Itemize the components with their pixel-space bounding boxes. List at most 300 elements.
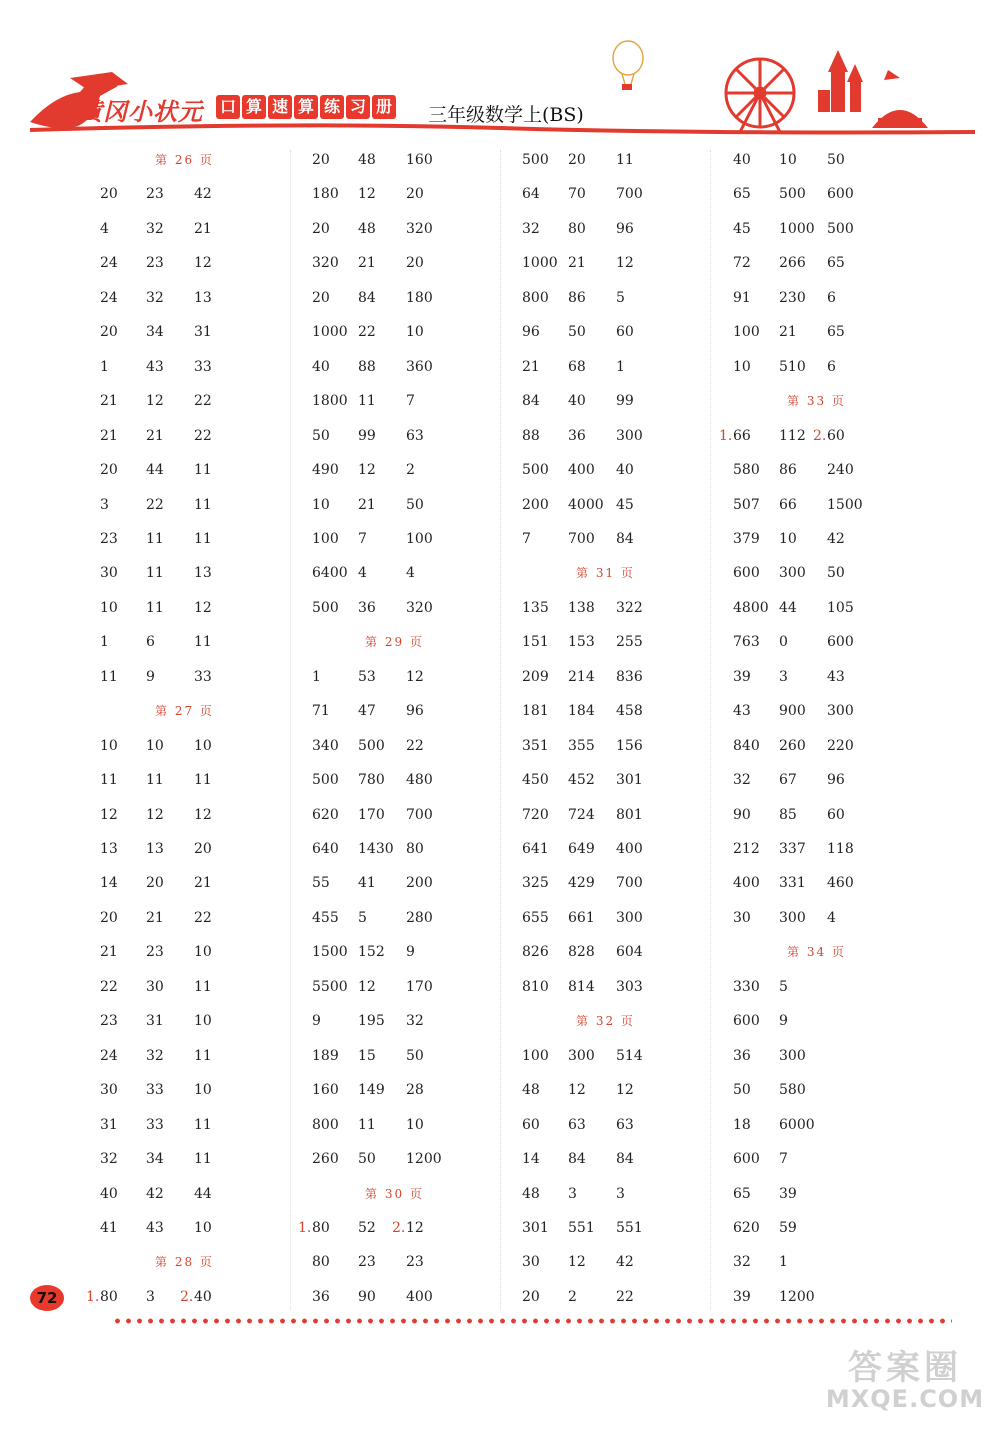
- answer-value: 2: [406, 462, 415, 479]
- footer-dotted-rule: [112, 1318, 952, 1324]
- answer-value: 138: [568, 599, 595, 616]
- answer-value: 214: [568, 668, 595, 685]
- answer-value: 1800: [312, 393, 348, 410]
- answer-value: 32: [733, 772, 751, 789]
- answer-value: 36: [358, 599, 376, 616]
- answer-value: 99: [358, 427, 376, 444]
- answer-value: 500: [358, 737, 385, 754]
- answer-value: 6: [146, 634, 155, 651]
- answer-value: 500: [522, 462, 549, 479]
- answer-value: 458: [616, 703, 643, 720]
- answer-value: 33: [194, 668, 212, 685]
- answer-value: 20: [194, 841, 212, 857]
- answer-value: 84: [568, 1151, 586, 1168]
- answer-value: 45: [733, 220, 751, 237]
- answer-value: 23: [146, 944, 164, 961]
- answer-value: 10: [194, 944, 212, 961]
- answer-value: 21: [100, 427, 118, 444]
- answer-value: 11: [146, 599, 164, 616]
- answer-value: 86: [568, 289, 586, 306]
- answer-value: 6: [827, 358, 836, 375]
- answer-value: 2: [568, 1288, 577, 1305]
- answer-value: 91: [733, 289, 751, 306]
- answer-value: 11: [100, 668, 118, 685]
- page-section-heading: 第 26 页: [155, 153, 214, 167]
- answer-value: 85: [779, 806, 797, 823]
- page-section-heading: 第 27 页: [155, 704, 214, 719]
- answer-value: 32: [406, 1013, 424, 1030]
- answer-value: 68: [568, 358, 586, 375]
- answer-value: 84: [616, 1151, 634, 1168]
- answer-value: 21: [779, 324, 797, 341]
- answer-value: 160: [312, 1082, 339, 1099]
- answer-value: 780: [358, 772, 385, 789]
- answer-value: 24: [100, 1047, 118, 1064]
- answer-value: 230: [779, 289, 806, 306]
- answer-value: 5: [358, 909, 367, 926]
- column-divider: [290, 150, 291, 1310]
- answer-value: 63: [616, 1116, 634, 1133]
- answer-value: 50: [568, 324, 586, 341]
- answer-value: 31: [146, 1013, 164, 1030]
- page-section-heading: 第 32 页: [576, 1014, 635, 1029]
- answer-value: 209: [522, 668, 549, 685]
- answer-value: 44: [146, 462, 164, 479]
- answer-value: 3: [146, 1288, 155, 1305]
- answer-value: 84: [522, 393, 540, 410]
- answer-value: 551: [568, 1219, 595, 1236]
- answer-value: 7: [522, 530, 531, 547]
- answer-value: 20: [312, 152, 330, 168]
- answer-value: 300: [827, 703, 854, 720]
- answer-value: 4: [406, 565, 415, 582]
- answer-value: 63: [568, 1116, 586, 1133]
- answer-value: 300: [779, 1047, 806, 1064]
- answer-value: 620: [312, 806, 339, 823]
- answer-value: 22: [146, 496, 164, 513]
- answer-value: 600: [733, 565, 760, 582]
- answer-value: 4: [827, 909, 836, 926]
- answer-value: 80: [312, 1254, 330, 1271]
- answer-value: 84: [358, 289, 376, 306]
- answer-value: 10: [779, 530, 797, 547]
- answer-value: 105: [827, 599, 854, 616]
- answer-value: 11: [146, 772, 164, 789]
- answer-value: 99: [616, 393, 634, 410]
- answer-value: 1500: [312, 944, 348, 961]
- circus-tent-icon: [872, 110, 928, 128]
- book-title-char: 速: [268, 95, 292, 119]
- answer-value: 200: [406, 875, 433, 892]
- answer-value: 24: [100, 289, 118, 306]
- answer-value: 60: [522, 1116, 540, 1133]
- answer-value: 20: [406, 255, 424, 272]
- answer-value: 300: [568, 1047, 595, 1064]
- answer-value: 60: [827, 427, 845, 444]
- answer-value: 320: [406, 220, 433, 237]
- answer-value: 1: [312, 668, 321, 685]
- answer-value: 30: [100, 565, 118, 582]
- answer-value: 36: [568, 427, 586, 444]
- answer-value: 65: [827, 255, 845, 272]
- answer-value: 23: [358, 1254, 376, 1271]
- answer-value: 32: [146, 289, 164, 306]
- answer-value: 21: [100, 393, 118, 410]
- answer-value: 41: [100, 1219, 118, 1236]
- page-header: [0, 0, 1000, 150]
- answer-value: 40: [616, 462, 634, 479]
- answer-value: 836: [616, 668, 643, 685]
- answer-value: 48: [358, 152, 376, 168]
- watermark-line-2: MXQE.COM: [825, 1385, 985, 1413]
- answer-value: 88: [358, 358, 376, 375]
- answer-value: 320: [312, 255, 339, 272]
- answer-value: 11: [194, 1151, 212, 1168]
- answer-value: 10: [406, 324, 424, 341]
- answer-value: 36: [312, 1288, 330, 1305]
- answer-value: 12: [146, 393, 164, 410]
- answer-value: 800: [522, 289, 549, 306]
- answer-value: 43: [146, 358, 164, 375]
- castle-icon: [818, 50, 900, 112]
- answer-value: 11: [194, 530, 212, 547]
- answer-value: 900: [779, 703, 806, 720]
- answer-value: 331: [779, 875, 806, 892]
- answer-value: 300: [779, 909, 806, 926]
- answer-value: 60: [616, 324, 634, 341]
- answer-value: 266: [779, 255, 806, 272]
- answer-value: 1: [100, 634, 109, 651]
- answer-value: 80: [568, 220, 586, 237]
- answer-value: 3: [568, 1185, 577, 1202]
- answer-value: 12: [358, 186, 376, 203]
- answer-value: 18: [733, 1116, 751, 1133]
- answer-value: 11: [194, 496, 212, 513]
- answer-value: 100: [312, 530, 339, 547]
- answer-value: 11: [194, 634, 212, 651]
- answer-value: 31: [100, 1116, 118, 1133]
- answer-value: 12: [568, 1082, 586, 1099]
- answer-value: 1000: [312, 324, 348, 341]
- answer-value: 337: [779, 841, 806, 857]
- answer-value: 6: [827, 289, 836, 306]
- answer-value: 12: [568, 1254, 586, 1271]
- answer-value: 24: [100, 255, 118, 272]
- answer-value: 42: [194, 186, 212, 203]
- answer-value: 1500: [827, 496, 863, 513]
- answer-value: 39: [733, 1288, 751, 1305]
- answer-value: 96: [616, 220, 634, 237]
- answer-value: 12: [194, 599, 212, 616]
- answer-value: 15: [358, 1047, 376, 1064]
- answer-value: 6000: [779, 1116, 815, 1133]
- answer-value: 50: [358, 1151, 376, 1168]
- answer-value: 429: [568, 875, 595, 892]
- answer-value: 42: [827, 530, 845, 547]
- answer-value: 814: [568, 978, 595, 995]
- answer-value: 20: [146, 875, 164, 892]
- answer-value: 12: [194, 806, 212, 823]
- answer-value: 32: [522, 220, 540, 237]
- answer-value: 160: [406, 152, 433, 168]
- answer-value: 55: [312, 875, 330, 892]
- answer-value: 21: [100, 944, 118, 961]
- answer-value: 400: [616, 841, 643, 857]
- answer-value: 156: [616, 737, 643, 754]
- answer-value: 801: [616, 806, 643, 823]
- answer-value: 21: [194, 875, 212, 892]
- answer-value: 500: [312, 599, 339, 616]
- answer-value: 301: [616, 772, 643, 789]
- answer-value: 460: [827, 875, 854, 892]
- answer-value: 20: [100, 462, 118, 479]
- answer-value: 31: [194, 324, 212, 341]
- answer-value: 30: [733, 909, 751, 926]
- answer-value: 43: [146, 1219, 164, 1236]
- answer-value: 48: [522, 1185, 540, 1202]
- question-number: 2.: [813, 427, 827, 444]
- answer-value: 4800: [733, 599, 769, 616]
- answer-value: 4000: [568, 496, 604, 513]
- question-number: 1.: [86, 1288, 100, 1305]
- answer-value: 40: [733, 152, 751, 168]
- answer-value: 189: [312, 1047, 339, 1064]
- answer-value: 44: [779, 599, 797, 616]
- answer-value: 40: [194, 1288, 212, 1305]
- answer-value: 21: [146, 427, 164, 444]
- header-decoration: [0, 0, 1000, 150]
- answer-value: 600: [733, 1151, 760, 1168]
- answer-value: 23: [100, 1013, 118, 1030]
- answer-value: 7: [358, 530, 367, 547]
- answer-value: 23: [146, 255, 164, 272]
- answer-value: 700: [406, 806, 433, 823]
- answer-value: 10: [194, 737, 212, 754]
- answer-value: 14: [522, 1151, 540, 1168]
- book-title-char: 习: [346, 95, 370, 119]
- answer-value: 21: [194, 220, 212, 237]
- answer-value: 170: [406, 978, 433, 995]
- answer-value: 100: [733, 324, 760, 341]
- answer-value: 322: [616, 599, 643, 616]
- question-number: 1.: [298, 1219, 312, 1236]
- answer-value: 1200: [406, 1151, 442, 1168]
- answer-value: 64: [522, 186, 540, 203]
- answer-value: 661: [568, 909, 595, 926]
- answer-value: 330: [733, 978, 760, 995]
- page-section-heading: 第 29 页: [365, 635, 424, 650]
- answer-value: 90: [733, 806, 751, 823]
- answer-value: 50: [312, 427, 330, 444]
- answer-value: 12: [616, 255, 634, 272]
- answer-value: 80: [100, 1288, 118, 1305]
- watermark: [820, 1340, 990, 1420]
- answer-value: 12: [406, 668, 424, 685]
- answer-value: 826: [522, 944, 549, 961]
- answer-value: 10: [406, 1116, 424, 1133]
- answer-value: 170: [358, 806, 385, 823]
- book-title-char: 册: [372, 95, 396, 119]
- answer-value: 30: [100, 1082, 118, 1099]
- answer-value: 11: [194, 1116, 212, 1133]
- answer-value: 300: [779, 565, 806, 582]
- answer-value: 301: [522, 1219, 549, 1236]
- answer-value: 151: [522, 634, 549, 651]
- answer-value: 11: [194, 462, 212, 479]
- answer-value: 500: [827, 220, 854, 237]
- answer-value: 42: [146, 1185, 164, 1202]
- answer-value: 303: [616, 978, 643, 995]
- balloon-icon: [613, 41, 643, 90]
- answer-value: 39: [733, 668, 751, 685]
- answer-value: 10: [194, 1013, 212, 1030]
- answer-value: 96: [406, 703, 424, 720]
- answer-value: 112: [779, 427, 806, 444]
- answer-value: 47: [358, 703, 376, 720]
- answer-value: 0: [779, 634, 788, 651]
- answer-value: 12: [616, 1082, 634, 1099]
- answer-value: 152: [358, 944, 385, 961]
- answer-value: 12: [146, 806, 164, 823]
- answer-value: 340: [312, 737, 339, 754]
- book-title-char: 练: [320, 95, 344, 119]
- answer-value: 32: [100, 1151, 118, 1168]
- answer-value: 641: [522, 841, 549, 857]
- answer-value: 3: [100, 496, 109, 513]
- page-section-heading: 第 31 页: [576, 566, 635, 581]
- answer-value: 810: [522, 978, 549, 995]
- answer-value: 700: [568, 530, 595, 547]
- answer-value: 655: [522, 909, 549, 926]
- answer-value: 10: [312, 496, 330, 513]
- answer-value: 9: [406, 944, 415, 961]
- answer-value: 7: [406, 393, 415, 410]
- answer-value: 60: [827, 806, 845, 823]
- answer-value: 480: [406, 772, 433, 789]
- answer-value: 4: [358, 565, 367, 582]
- answer-value: 640: [312, 841, 339, 857]
- answer-value: 10: [194, 1082, 212, 1099]
- answer-value: 184: [568, 703, 595, 720]
- answer-value: 22: [194, 393, 212, 410]
- answer-value: 20: [312, 220, 330, 237]
- answer-value: 300: [616, 427, 643, 444]
- answer-value: 20: [522, 1288, 540, 1305]
- answer-value: 649: [568, 841, 595, 857]
- answer-value: 514: [616, 1047, 643, 1064]
- answer-value: 1200: [779, 1288, 815, 1305]
- answer-value: 40: [568, 393, 586, 410]
- answer-value: 39: [779, 1185, 797, 1202]
- answer-value: 195: [358, 1013, 385, 1030]
- answer-value: 180: [406, 289, 433, 306]
- answer-value: 22: [194, 427, 212, 444]
- answer-value: 320: [406, 599, 433, 616]
- answer-value: 48: [358, 220, 376, 237]
- ferris-wheel-icon: [726, 59, 794, 132]
- answer-value: 34: [146, 1151, 164, 1168]
- answer-value: 280: [406, 909, 433, 926]
- answer-value: 600: [827, 634, 854, 651]
- answer-value: 71: [312, 703, 330, 720]
- answer-value: 43: [827, 668, 845, 685]
- answer-value: 620: [733, 1219, 760, 1236]
- answer-value: 200: [522, 496, 549, 513]
- answer-value: 23: [146, 186, 164, 203]
- answer-value: 40: [100, 1185, 118, 1202]
- answer-value: 20: [406, 186, 424, 203]
- answer-value: 66: [733, 427, 751, 444]
- answer-value: 22: [616, 1288, 634, 1305]
- answer-value: 20: [100, 186, 118, 203]
- answer-value: 50: [406, 1047, 424, 1064]
- answer-value: 88: [522, 427, 540, 444]
- answer-value: 86: [779, 462, 797, 479]
- answer-value: 181: [522, 703, 549, 720]
- answer-value: 455: [312, 909, 339, 926]
- answer-value: 300: [616, 909, 643, 926]
- answer-value: 580: [733, 462, 760, 479]
- answer-value: 7: [779, 1151, 788, 1168]
- answer-value: 96: [522, 324, 540, 341]
- answer-value: 355: [568, 737, 595, 754]
- answer-value: 22: [194, 909, 212, 926]
- answer-value: 53: [358, 668, 376, 685]
- answer-value: 80: [312, 1219, 330, 1236]
- answer-value: 84: [616, 530, 634, 547]
- answer-value: 100: [522, 1047, 549, 1064]
- answer-value: 20: [100, 324, 118, 341]
- answer-value: 80: [406, 841, 424, 857]
- answer-value: 42: [616, 1254, 634, 1271]
- answer-value: 840: [733, 737, 760, 754]
- answer-value: 1430: [358, 841, 394, 857]
- answer-value: 12: [358, 978, 376, 995]
- page-section-heading: 第 30 页: [365, 1186, 424, 1201]
- answer-value: 3: [616, 1185, 625, 1202]
- answer-value: 22: [358, 324, 376, 341]
- question-number: 2.: [392, 1219, 406, 1236]
- answer-value: 23: [100, 530, 118, 547]
- answer-value: 9: [312, 1013, 321, 1030]
- book-title-char: 算: [294, 95, 318, 119]
- answer-value: 90: [358, 1288, 376, 1305]
- answer-value: 9: [146, 668, 155, 685]
- answer-value: 500: [522, 152, 549, 168]
- answer-value: 20: [100, 909, 118, 926]
- answer-value: 22: [406, 737, 424, 754]
- answer-value: 153: [568, 634, 595, 651]
- answer-value: 360: [406, 358, 433, 375]
- answer-value: 50: [733, 1082, 751, 1099]
- answer-value: 400: [406, 1288, 433, 1305]
- answer-value: 21: [358, 255, 376, 272]
- answer-value: 20: [312, 289, 330, 306]
- answer-value: 700: [616, 875, 643, 892]
- answer-value: 400: [568, 462, 595, 479]
- answer-value: 34: [146, 324, 164, 341]
- answer-value: 11: [194, 978, 212, 995]
- answer-value: 96: [827, 772, 845, 789]
- answer-value: 40: [312, 358, 330, 375]
- answer-value: 600: [827, 186, 854, 203]
- answer-value: 21: [568, 255, 586, 272]
- book-title: [216, 95, 396, 119]
- answer-value: 22: [100, 978, 118, 995]
- answer-value: 724: [568, 806, 595, 823]
- answer-value: 43: [733, 703, 751, 720]
- answer-value: 11: [616, 152, 634, 168]
